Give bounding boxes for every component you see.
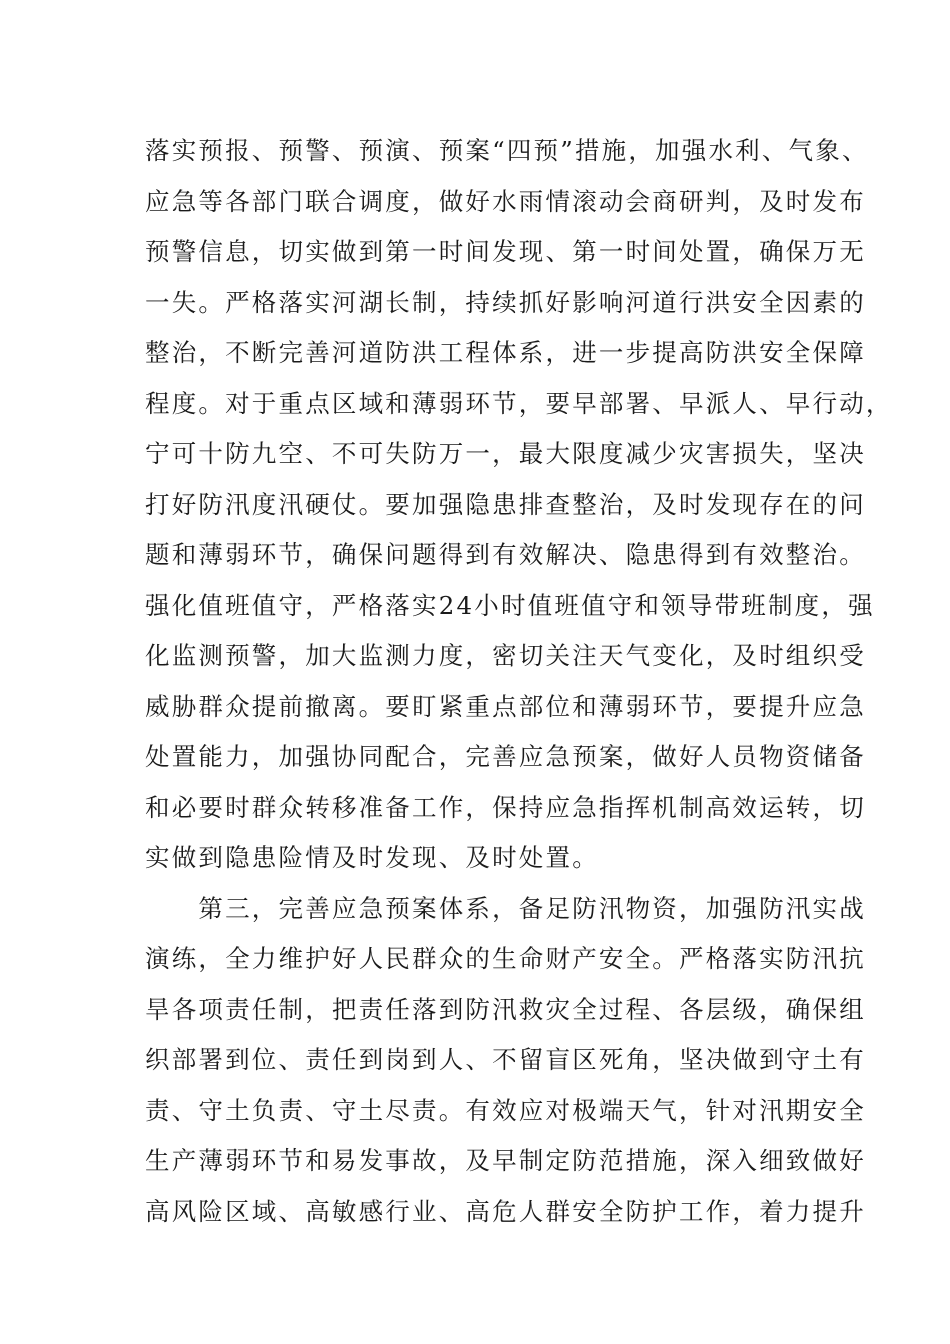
text-line: 实做到隐患险情及时发现、及时处置。 [145, 843, 599, 872]
text-line: 整治，不断完善河道防洪工程体系，进一步提高防洪安全保障 [145, 338, 866, 367]
text-line: 和必要时群众转移准备工作，保持应急指挥机制高效运转，切 [145, 792, 866, 822]
text-line: 演练，全力维护好人民群众的生命财产安全。严格落实防汛抗 [145, 944, 866, 973]
text-line: 宁可十防九空、不可失防万一，最大限度减少灾害损失，坚决 [145, 439, 866, 468]
text-line: 高风险区域、高敏感行业、高危人群安全防护工作，着力提升 [145, 1196, 866, 1226]
text-line: 程度。对于重点区域和薄弱环节，要早部署、早派人、早行动， [145, 388, 893, 418]
text-line: 落实预报、预警、预演、预案“四预”措施，加强水利、气象、 [145, 136, 869, 165]
text-line: 旱各项责任制，把责任落到防汛救灾全过程、各层级，确保组 [145, 994, 866, 1024]
text-line: 预警信息，切实做到第一时间发现、第一时间处置，确保万无 [145, 237, 866, 266]
text-line: 责、守土负责、守土尽责。有效应对极端天气，针对汛期安全 [145, 1095, 866, 1125]
text-line: 生产薄弱环节和易发事故，及早制定防范措施，深入细致做好 [145, 1146, 866, 1175]
text-line: 一失。严格落实河湖长制，持续抓好影响河道行洪安全因素的 [145, 287, 866, 317]
body-text [145, 126, 893, 1237]
text-line: 题和薄弱环节，确保问题得到有效解决、隐患得到有效整治。 [145, 540, 866, 569]
text-line: 打好防汛度汛硬仗。要加强隐患排查整治，及时发现存在的问 [145, 489, 866, 519]
text-line: 威胁群众提前撤离。要盯紧重点部位和薄弱环节，要提升应急 [145, 691, 866, 721]
text-line: 处置能力，加强协同配合，完善应急预案，做好人员物资储备 [145, 742, 866, 771]
paragraph-start-line: 第三，完善应急预案体系，备足防汛物资，加强防汛实战 [145, 893, 866, 923]
text-line: 织部署到位、责任到岗到人、不留盲区死角，坚决做到守土有 [145, 1045, 866, 1074]
text-line: 化监测预警，加大监测力度，密切关注天气变化，及时组织受 [145, 641, 866, 670]
text-line: 应急等各部门联合调度，做好水雨情滚动会商研判，及时发布 [145, 186, 866, 216]
text-line: 强化值班值守，严格落实24小时值班值守和领导带班制度，强 [145, 590, 875, 620]
